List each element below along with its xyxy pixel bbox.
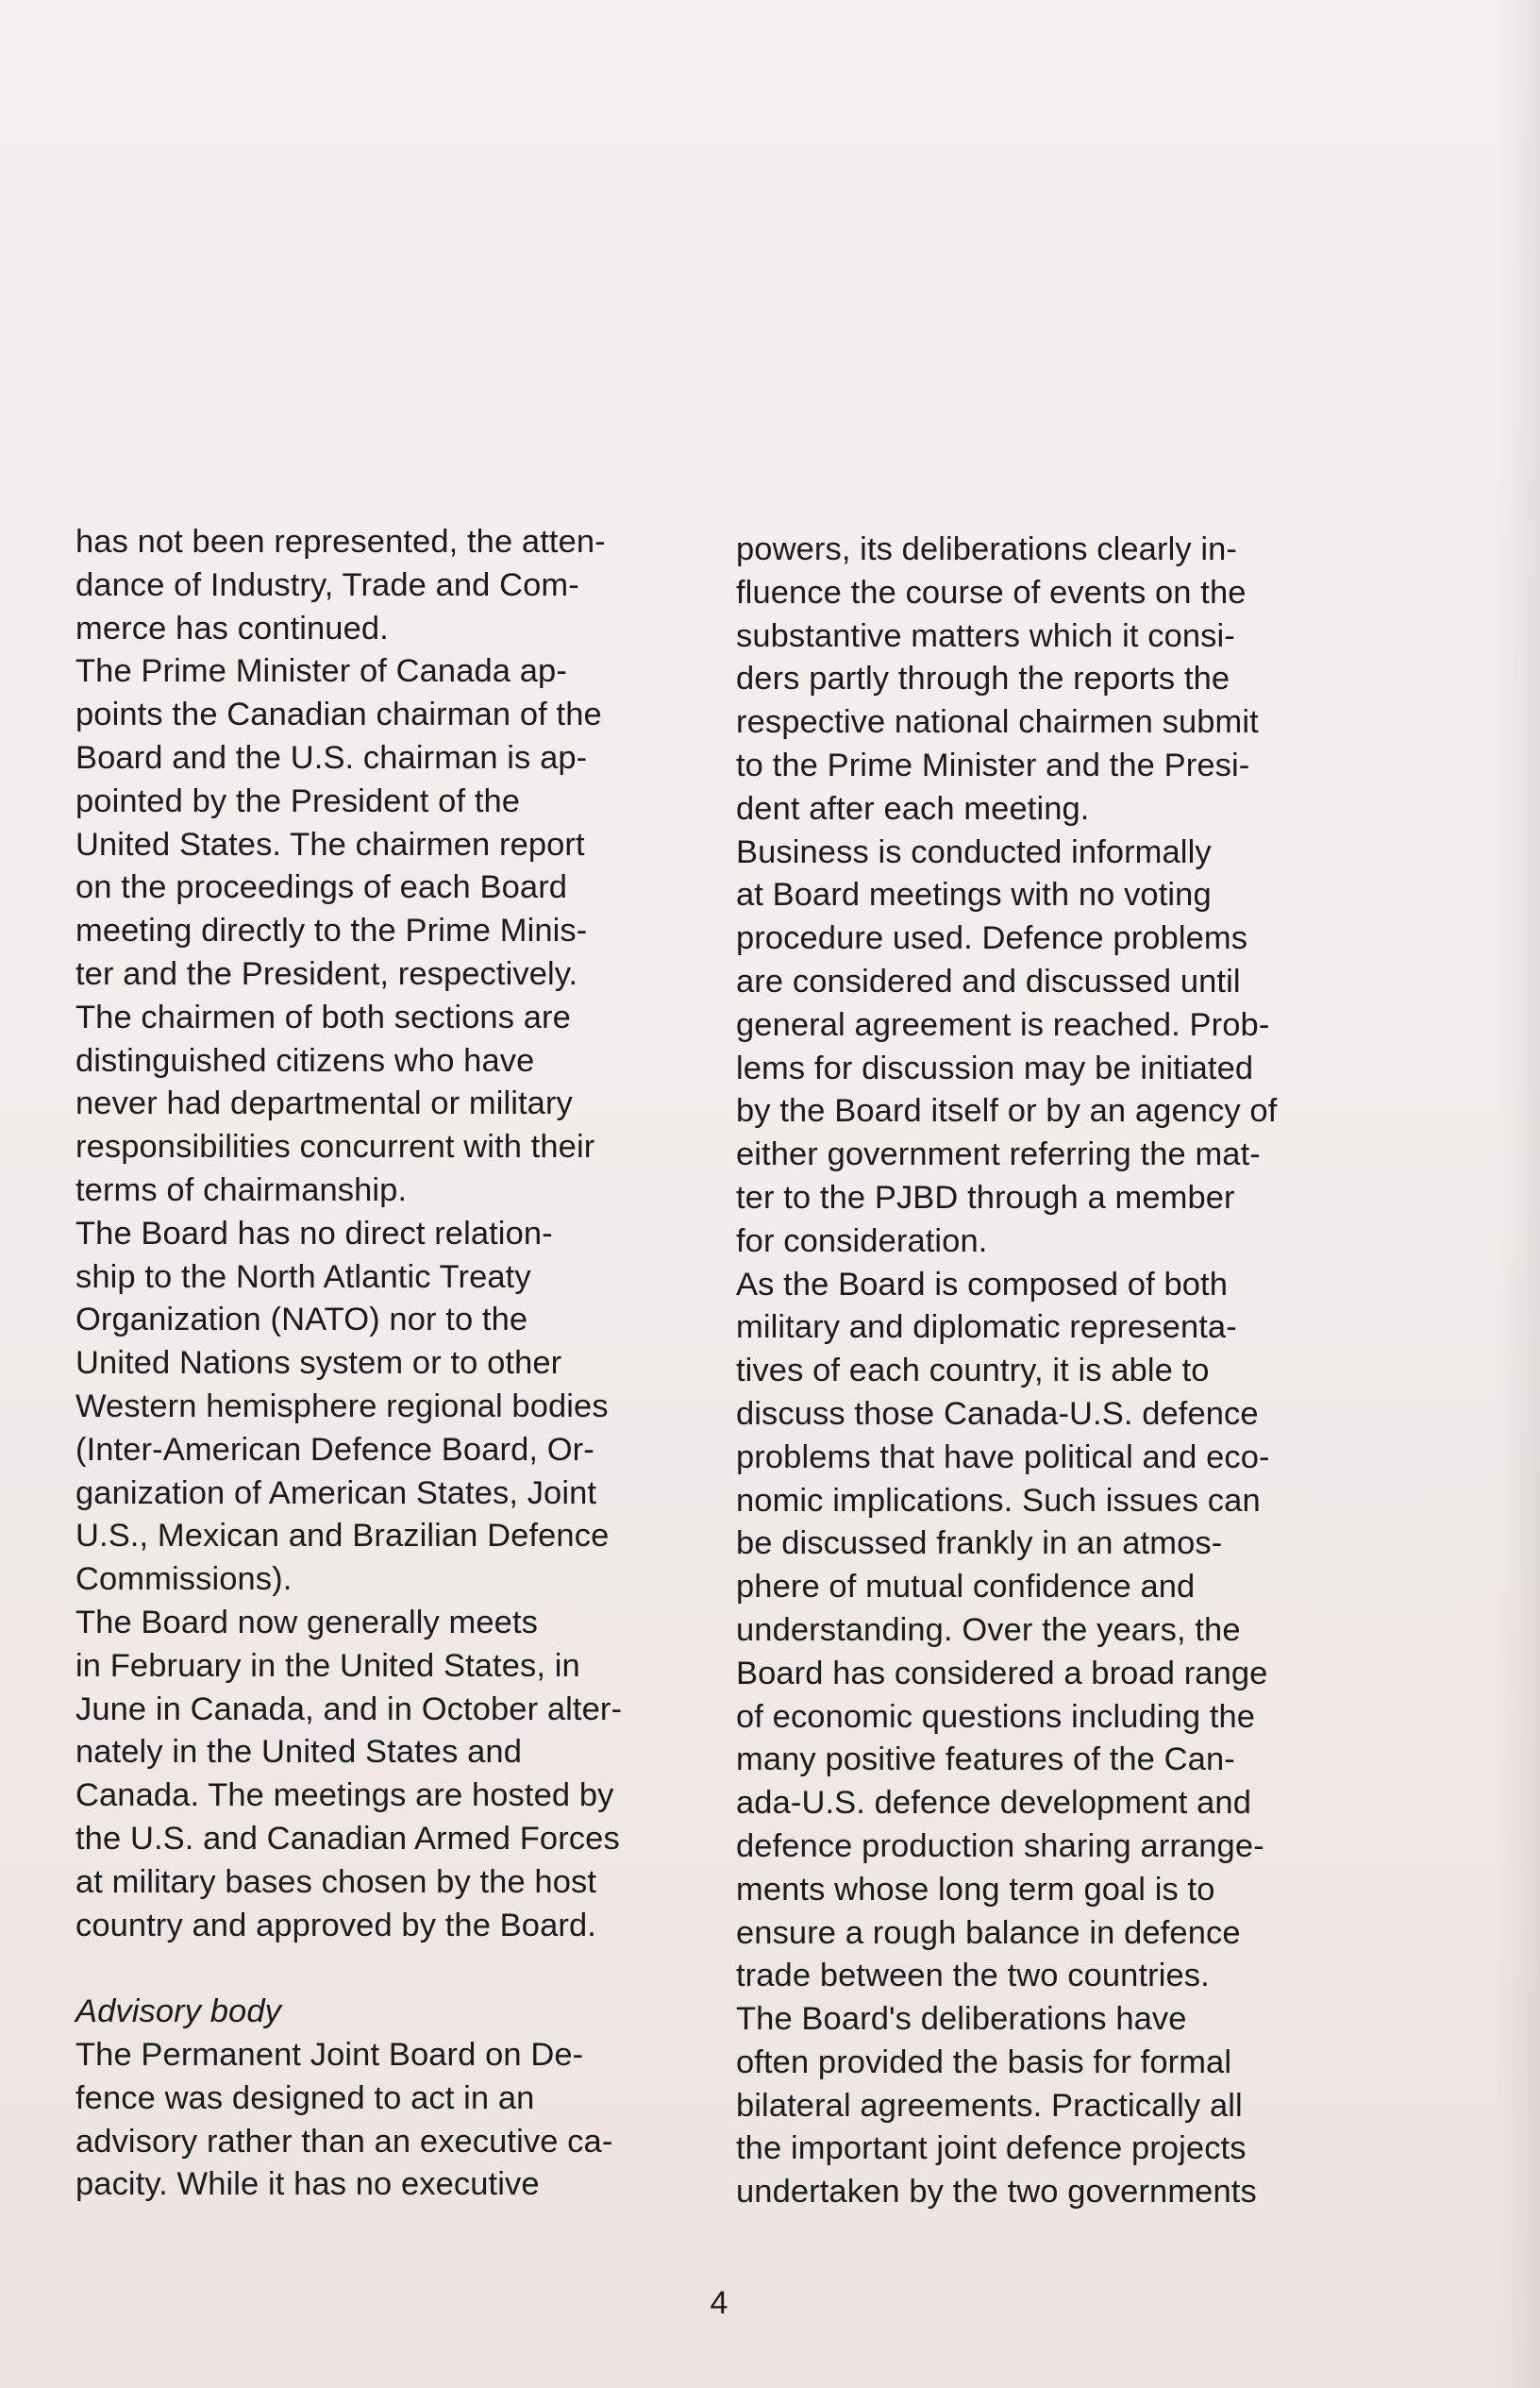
paragraph: As the Board is composed of both military and diplomatic representa- tives of each country, it is able to discuss those Canada-U.S. defence problems that have political and eco- nomic implications. Such issues can be discussed frankly in an atmos- phere of mutual confidence and understanding. Over the years, the Board has considered a broad range of economic questions including the many positive features of the Can- ada-U.S. defence development and defence production sharing arrange- ments whose long term goal is to ensure a rough balance in defence trade between the two countries.	[736, 1266, 1270, 1994]
page-edge-shadow	[1495, 0, 1540, 2388]
section-heading: Advisory body	[75, 1993, 281, 2030]
right-text-column	[736, 529, 1378, 2214]
paragraph: The Prime Minister of Canada ap- points the Canadian chairman of the Board and the U.S. chairman is ap- pointed by the President of the United States. The chairmen report on the proceedings of each Board meeting directly to the Prime Minis- ter and the President, respectively. The chairmen of both sections are distinguished citizens who have never had departmental or military responsibilities concurrent with their terms of chairmanship.	[75, 653, 602, 1208]
paragraph: The Board's deliberations have often provided the basis for formal bilateral agreements. Practically all the important joint defence projects undertaken by the two governments	[736, 2001, 1257, 2211]
left-text-column	[75, 521, 717, 2207]
paragraph: Business is conducted informally at Board meetings with no voting procedure used. Defence problems are considered and discussed until general agreement is reached. Prob- lems for discussion may be initiated by the Board itself or by an agency of either government referring the mat- ter to the PJBD through a member for consideration.	[736, 833, 1278, 1259]
paragraph: The Board now generally meets in February in the United States, in June in Canada, and in October alter- nately in the United States and Canada. The meetings are hosted by the U.S. and Canadian Armed Forces at military bases chosen by the host country and approved by the Board.	[75, 1604, 623, 1943]
paragraph: The Permanent Joint Board on De- fence was designed to act in an advisory rather than an executive ca- pacity. While it has no executive	[75, 2037, 613, 2203]
paragraph: powers, its deliberations clearly in- fluence the course of events on the substantive matters which it consi- ders partly through the reports the respective national chairmen submit to the Prime Minister and the Presi- dent after each meeting.	[736, 531, 1259, 827]
paragraph: The Board has no direct relation- ship to the North Atlantic Treaty Organization (NATO) nor to the United Nations system or to other Western hemisphere regional bodies (Inter-American Defence Board, Or- ganization of American States, Joint U.S., Mexican and Brazilian Defence Commissions).	[75, 1215, 610, 1598]
paragraph: has not been represented, the atten- dance of Industry, Trade and Com- merce has continued.	[75, 524, 606, 647]
page-number: 4	[710, 2285, 728, 2321]
